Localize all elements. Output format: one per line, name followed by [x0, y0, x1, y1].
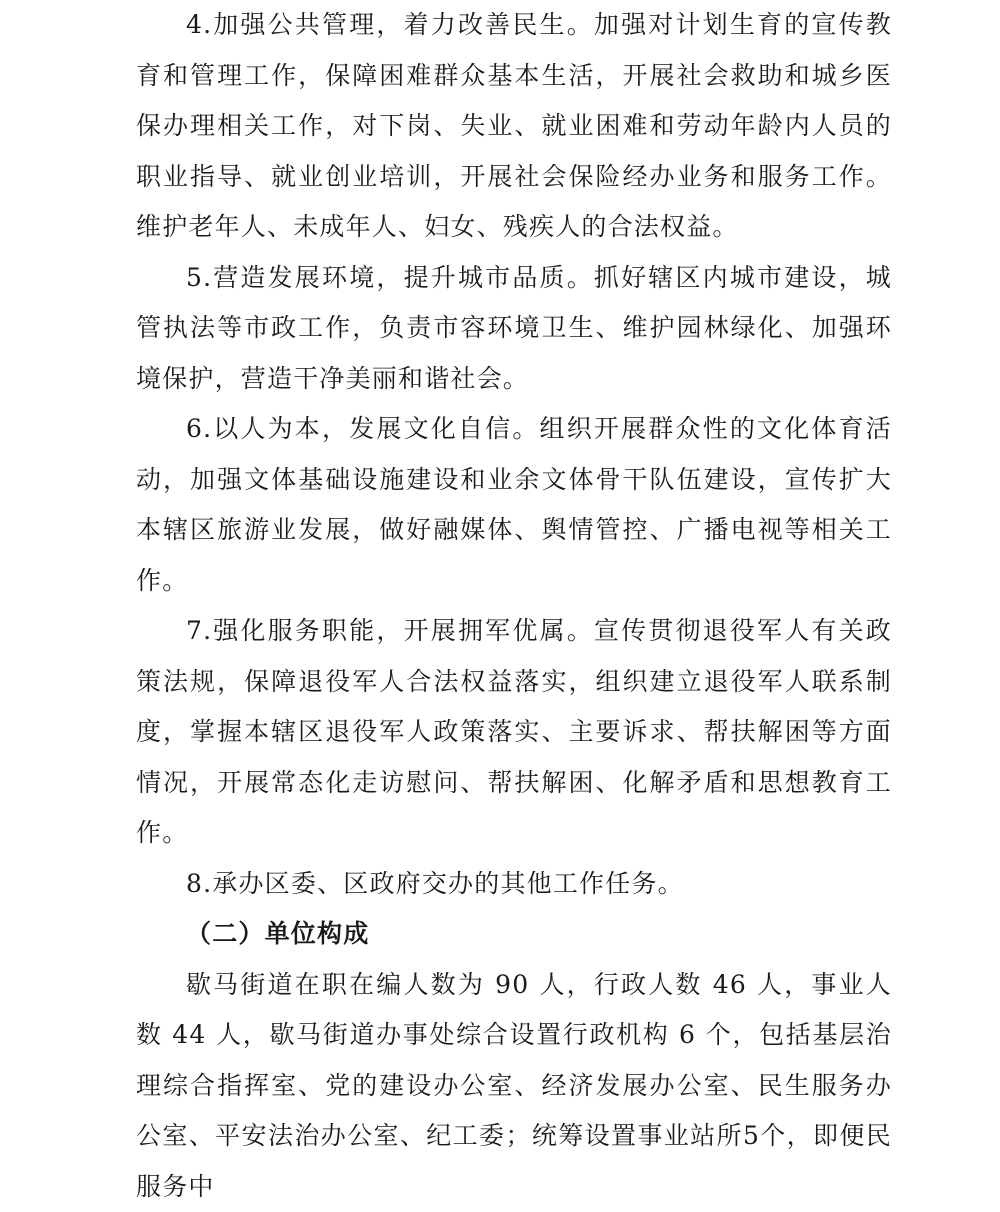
paragraph-item-7: 7.强化服务职能，开展拥军优属。宣传贯彻退役军人有关政策法规，保障退役军人合法权益落实，组织建立退役军人联系制度，掌握本辖区退役军人政策落实、主要诉求、帮扶解困等方面情况，开展常态化走访慰问、帮扶解困、化解矛盾和思想教育工作。 [136, 606, 892, 859]
paragraph-item-5: 5.营造发展环境，提升城市品质。抓好辖区内城市建设，城管执法等市政工作，负责市容环境卫生、维护园林绿化、加强环境保护，营造干净美丽和谐社会。 [136, 253, 892, 405]
section-paragraph: 歇马街道在职在编人数为 90 人，行政人数 46 人，事业人数 44 人，歇马街道办事处综合设置行政机构 6 个，包括基层治理综合指挥室、党的建设办公室、经济发展办公室、民生服务办公室、平安法治办公室、纪工委；统筹设置事业站所5个，即便民服务中 [136, 960, 892, 1212]
paragraph-item-6: 6.以人为本，发展文化自信。组织开展群众性的文化体育活动，加强文体基础设施建设和业余文体骨干队伍建设，宣传扩大本辖区旅游业发展，做好融媒体、舆情管控、广播电视等相关工作。 [136, 404, 892, 606]
section-heading: （二）单位构成 [136, 909, 892, 960]
paragraph-item-8: 8.承办区委、区政府交办的其他工作任务。 [136, 859, 892, 910]
paragraph-item-4: 4.加强公共管理，着力改善民生。加强对计划生育的宣传教育和管理工作，保障困难群众基本生活，开展社会救助和城乡医保办理相关工作，对下岗、失业、就业困难和劳动年龄内人员的职业指导、就业创业培训，开展社会保险经办业务和服务工作。维护老年人、未成年人、妇女、残疾人的合法权益。 [136, 0, 892, 253]
document-page [136, 0, 892, 1212]
